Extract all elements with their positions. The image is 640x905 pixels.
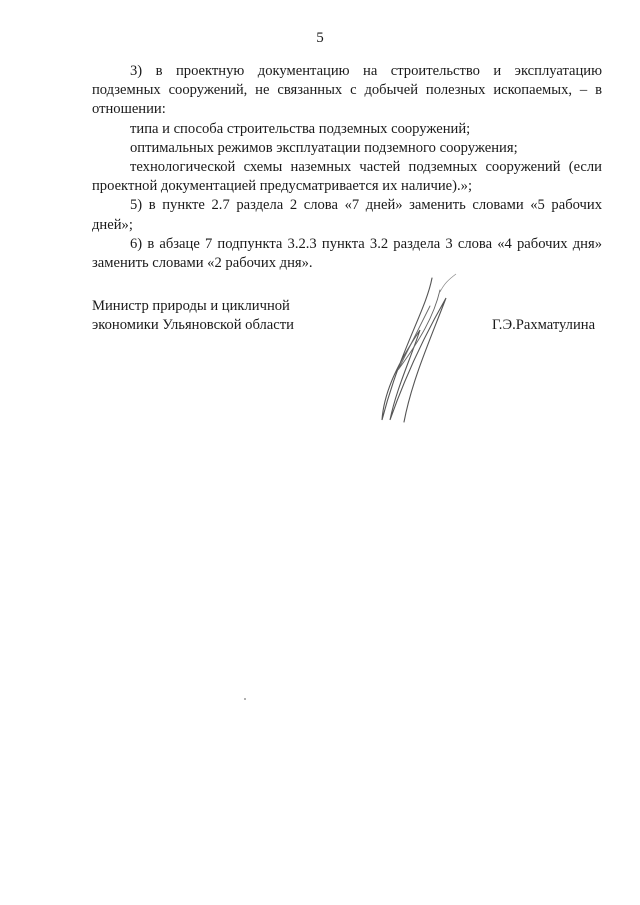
paragraph-item-6: 6) в абзаце 7 подпункта 3.2.3 пункта 3.2 раздела 3 слова «4 рабочих дня» заменить словами «2 рабочих дня».	[92, 235, 602, 272]
paragraph-construction-type: типа и способа строительства подземных сооружений;	[130, 120, 471, 137]
signer-position-line1: Министр природы и цикличной	[92, 298, 290, 314]
paragraph-operation-modes: оптимальных режимов эксплуатации подземного сооружения;	[130, 139, 518, 156]
signer-position	[92, 297, 352, 335]
document-body	[92, 62, 602, 273]
paragraph-item-3: 3) в проектную документацию на строительство и эксплуатацию подземных сооружений, не связанных с добычей полезных ископаемых, – в отношении:	[92, 63, 602, 118]
handwritten-signature	[360, 270, 470, 430]
signer-name: Г.Э.Рахматулина	[492, 317, 596, 333]
scan-speck	[244, 698, 246, 700]
paragraph-item-5: 5) в пункте 2.7 раздела 2 слова «7 дней» заменить словами «5 рабочих дней»;	[92, 197, 602, 233]
page-number: 5	[316, 30, 324, 46]
paragraph-technological-scheme: технологической схемы наземных частей подземных сооружений (если проектной документацией предусматривается их наличие).»;	[92, 159, 602, 195]
signer-position-line2: экономики Ульяновской области	[92, 317, 294, 334]
